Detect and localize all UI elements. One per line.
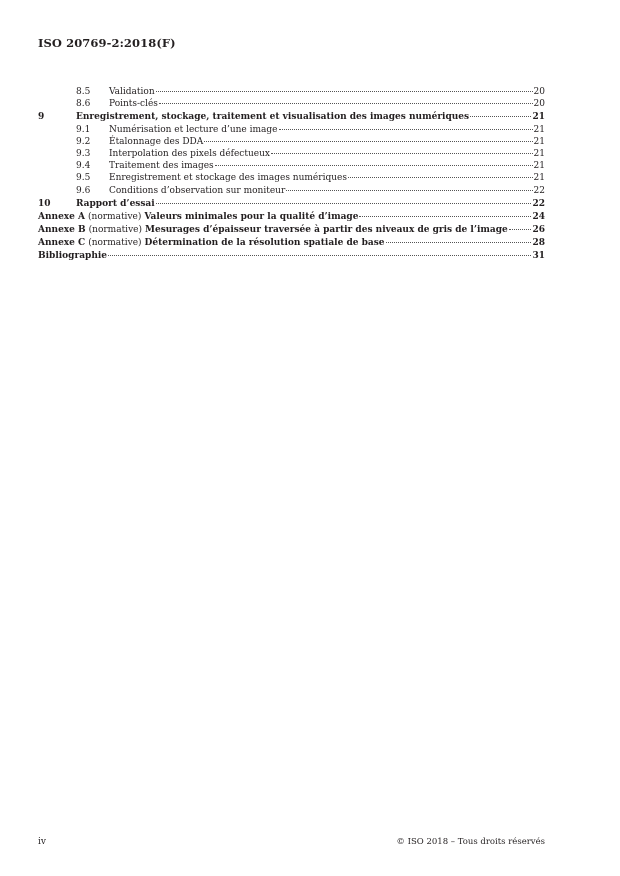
toc-page: 28	[532, 238, 545, 249]
copyright-notice: © ISO 2018 – Tous droits réservés	[396, 837, 545, 847]
toc-number: 9.5	[76, 173, 91, 184]
annex-normative: (normative)	[88, 238, 142, 249]
toc-page: 22	[532, 198, 545, 209]
toc-title: Étalonnage des DDA	[109, 136, 204, 147]
dot-leader	[509, 229, 532, 230]
toc-title: Interpolation des pixels défectueux	[109, 148, 270, 159]
toc-number: 10	[38, 198, 51, 209]
table-of-contents	[38, 86, 545, 263]
page-number: iv	[38, 837, 46, 847]
toc-number: 9.1	[76, 124, 91, 135]
toc-title: Validation	[109, 87, 155, 97]
annex-label: Annexe A	[38, 211, 86, 222]
toc-number: 9.6	[76, 185, 91, 196]
toc-title: Mesurages d’épaisseur traversée à partir des niveaux de gris de l’image	[145, 225, 508, 236]
toc-page: 20	[533, 99, 545, 110]
dot-leader	[156, 91, 533, 92]
dot-leader	[159, 103, 533, 104]
toc-entry-annex-b[interactable]	[38, 224, 545, 236]
toc-title: Traitement des images	[109, 161, 214, 172]
toc-title: Numérisation et lecture d’une image	[109, 124, 278, 135]
dot-leader	[286, 190, 532, 191]
toc-page: 24	[532, 211, 545, 222]
toc-entry-8-6[interactable]	[38, 98, 545, 110]
dot-leader	[470, 116, 531, 117]
toc-title: Conditions d’observation sur moniteur	[109, 185, 286, 196]
toc-title: Valeurs minimales pour la qualité d’image	[144, 211, 359, 222]
toc-page: 21	[533, 148, 545, 159]
toc-number: 9	[38, 112, 45, 123]
toc-entry-9-4[interactable]	[38, 160, 545, 172]
annex-label: Annexe C	[38, 238, 86, 249]
toc-entry-9-1[interactable]	[38, 124, 545, 136]
dot-leader	[348, 177, 533, 178]
toc-entry-9-5[interactable]	[38, 172, 545, 184]
toc-page: 22	[533, 185, 545, 196]
toc-page: 21	[533, 173, 545, 184]
toc-title: Enregistrement, stockage, traitement et visualisation des images numériques	[76, 112, 470, 123]
dot-leader	[156, 203, 532, 204]
toc-entry-10[interactable]	[38, 198, 545, 210]
dot-leader	[215, 165, 533, 166]
toc-number: 8.6	[76, 99, 91, 110]
dot-leader	[271, 153, 533, 154]
toc-page: 31	[532, 251, 545, 262]
document-id: ISO 20769-2:2018(F)	[38, 36, 176, 50]
dot-leader	[359, 216, 531, 217]
annex-normative: (normative)	[88, 225, 142, 236]
toc-title: Points-clés	[109, 99, 158, 110]
toc-number: 9.3	[76, 148, 91, 159]
toc-number: 8.5	[76, 87, 91, 97]
annex-normative: (normative)	[88, 211, 142, 222]
toc-entry-annex-a[interactable]	[38, 211, 545, 223]
dot-leader	[279, 129, 533, 130]
toc-title: Détermination de la résolution spatiale de base	[144, 238, 385, 249]
toc-entry-9[interactable]	[38, 111, 545, 123]
toc-number: 9.4	[76, 161, 91, 172]
toc-title: Bibliographie	[38, 251, 108, 262]
toc-number: 9.2	[76, 136, 91, 147]
toc-entry-8-5[interactable]	[38, 86, 545, 98]
toc-page: 21	[533, 161, 545, 172]
dot-leader	[108, 255, 531, 256]
annex-label: Annexe B	[38, 225, 86, 236]
toc-entry-bibliography[interactable]	[38, 250, 545, 262]
toc-title: Rapport d’essai	[76, 198, 155, 209]
toc-page: 21	[533, 136, 545, 147]
toc-entry-annex-c[interactable]	[38, 237, 545, 249]
dot-leader	[204, 141, 532, 142]
toc-page: 26	[532, 225, 545, 236]
toc-entry-9-6[interactable]	[38, 185, 545, 197]
toc-entry-9-3[interactable]	[38, 148, 545, 160]
toc-title: Enregistrement et stockage des images numériques	[109, 173, 347, 184]
dot-leader	[386, 242, 532, 243]
toc-page: 20	[533, 87, 545, 97]
toc-entry-9-2[interactable]	[38, 136, 545, 148]
toc-page: 21	[532, 112, 545, 123]
toc-page: 21	[533, 124, 545, 135]
